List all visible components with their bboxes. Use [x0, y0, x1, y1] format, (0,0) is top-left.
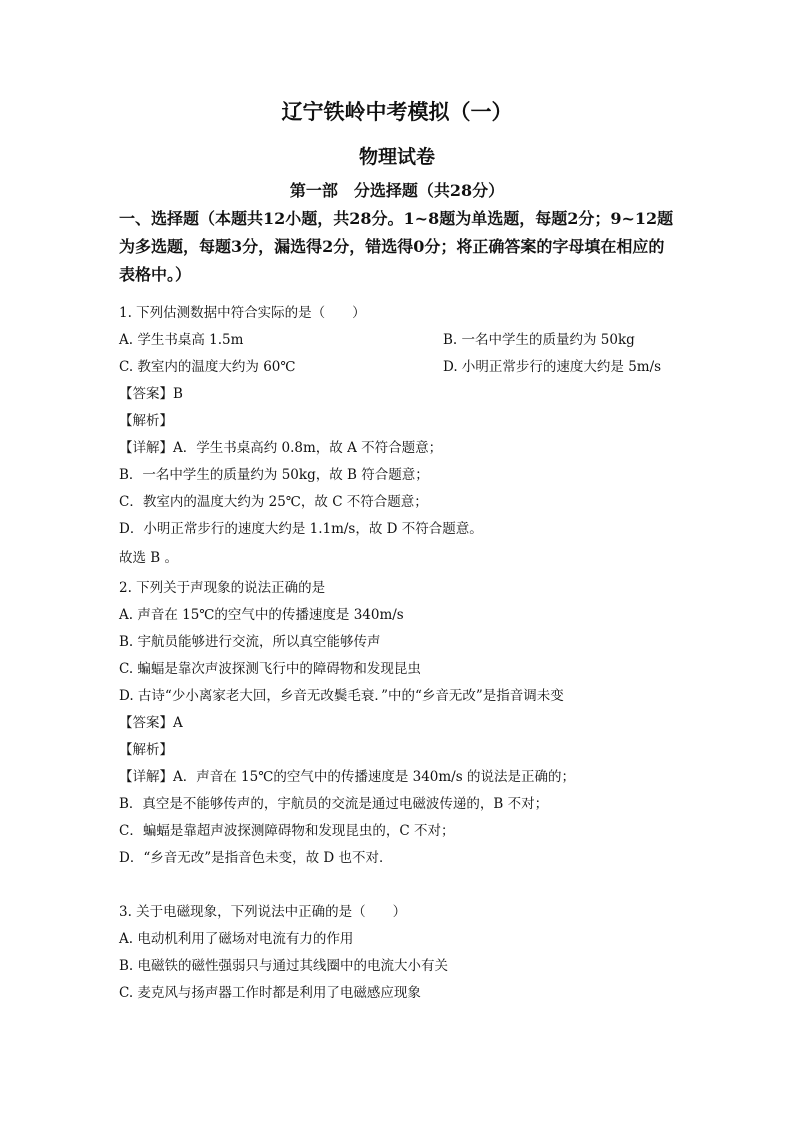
q1-detail-d: D．小明正常步行的速度大约是 1.1m/s，故 D 不符合题意。 — [119, 521, 483, 537]
q3-option-b: B. 电磁铁的磁性强弱只与通过其线圈中的电流大小有关 — [119, 958, 449, 974]
q1-conclusion: 故选 B 。 — [119, 550, 179, 566]
q2-option-b: B. 宇航员能够进行交流，所以真空能够传声 — [119, 634, 381, 650]
part-heading: 第一部 分选择题（共28分） — [289, 181, 505, 200]
q1-option-b: B. 一名中学生的质量约为 50kg — [443, 332, 635, 348]
q1-analysis-label: 【解析】 — [119, 413, 173, 429]
q1-detail-b: B．一名中学生的质量约为 50kg，故 B 符合题意； — [119, 467, 429, 483]
q1-detail-c: C．教室内的温度大约为 25℃，故 C 不符合题意； — [119, 494, 428, 510]
q2-answer: 【答案】A — [119, 715, 183, 731]
q2-option-a: A. 声音在 15℃的空气中的传播速度是 340m/s — [119, 607, 404, 623]
q3-option-c: C. 麦克风与扬声器工作时都是利用了电磁感应现象 — [119, 985, 421, 1001]
q2-stem: 2. 下列关于声现象的说法正确的是 — [119, 580, 326, 596]
q1-option-d: D. 小明正常步行的速度大约是 5m/s — [443, 359, 662, 375]
q2-detail-b: B．真空是不能够传声的，宇航员的交流是通过电磁波传递的，B 不对； — [119, 796, 549, 812]
q1-option-a: A. 学生书桌高 1.5m — [119, 332, 244, 348]
q1-answer: 【答案】B — [119, 386, 183, 402]
q2-analysis-label: 【解析】 — [119, 742, 173, 758]
exam-subtitle: 物理试卷 — [358, 146, 435, 168]
q1-stem: 1. 下列估测数据中符合实际的是（ ） — [119, 305, 366, 321]
q2-detail-d: D．“乡音无改”是指音色未变，故 D 也不对． — [119, 850, 393, 866]
q1-option-c: C. 教室内的温度大约为 60℃ — [119, 359, 296, 375]
q3-stem: 3. 关于电磁现象，下列说法中正确的是（ ） — [119, 904, 407, 920]
exam-title: 辽宁铁岭中考模拟（一） — [281, 99, 513, 124]
q2-detail-a: 【详解】A．声音在 15℃的空气中的传播速度是 340m/s 的说法是正确的； — [119, 769, 575, 785]
q3-option-a: A. 电动机利用了磁场对电流有力的作用 — [119, 931, 354, 947]
q2-option-c: C. 蝙蝠是靠次声波探测飞行中的障碍物和发现昆虫 — [119, 661, 421, 677]
section-instruction: 一、选择题（本题共12小题，共28分。1~8题为单选题，每题2分；9~12题为多选题，每题3分，漏选得2分，错选得0分；将正确答案的字母填在相应的表格中。） — [119, 209, 674, 284]
q2-detail-c: C．蝙蝠是靠超声波探测障碍物和发现昆虫的，C 不对； — [119, 823, 455, 839]
q1-detail-a: 【详解】A．学生书桌高约 0.8m，故 A 不符合题意； — [119, 440, 443, 456]
q2-option-d: D. 古诗“少小离家老大回，乡音无改鬓毛衰．”中的“乡音无改”是指音调未变 — [119, 688, 564, 704]
